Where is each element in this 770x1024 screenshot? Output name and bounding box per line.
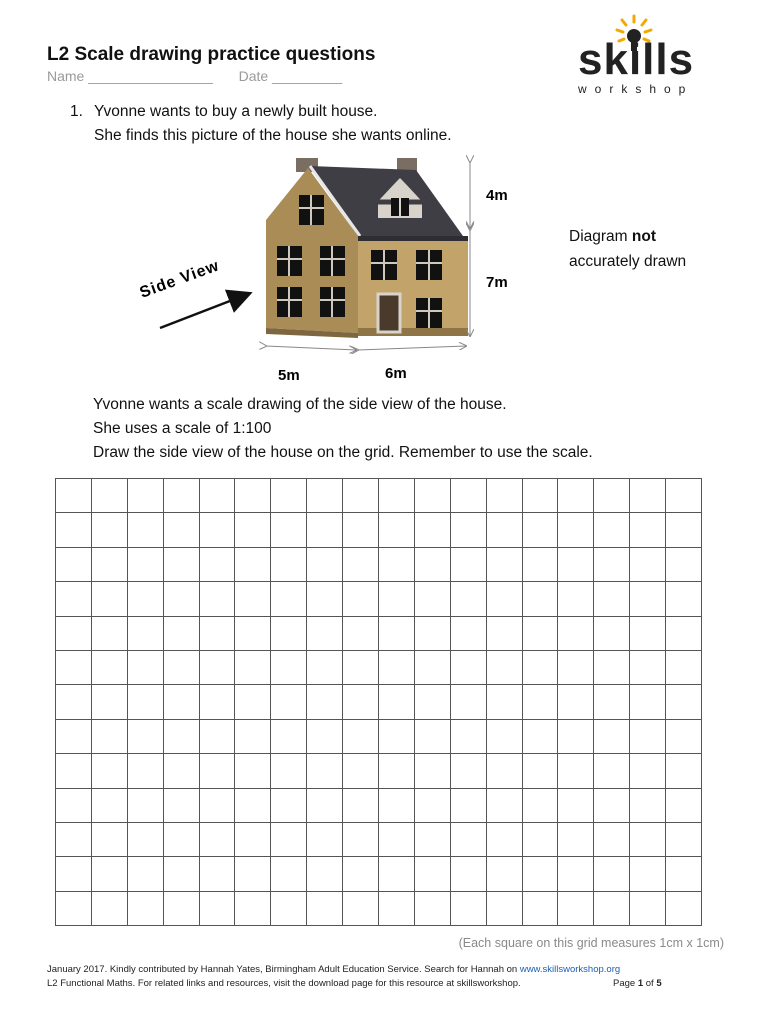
grid-cell[interactable] <box>56 857 92 891</box>
grid-cell[interactable] <box>558 617 594 651</box>
grid-cell[interactable] <box>666 651 702 685</box>
grid-cell[interactable] <box>666 857 702 891</box>
grid-cell[interactable] <box>630 720 666 754</box>
grid-cell[interactable] <box>630 892 666 926</box>
grid-cell[interactable] <box>200 892 236 926</box>
grid-cell[interactable] <box>343 754 379 788</box>
grid-cell[interactable] <box>271 823 307 857</box>
grid-cell[interactable] <box>164 857 200 891</box>
grid-cell[interactable] <box>56 823 92 857</box>
grid-cell[interactable] <box>451 857 487 891</box>
grid-cell[interactable] <box>164 617 200 651</box>
grid-cell[interactable] <box>415 548 451 582</box>
grid-cell[interactable] <box>415 857 451 891</box>
grid-cell[interactable] <box>594 823 630 857</box>
grid-cell[interactable] <box>92 789 128 823</box>
grid-cell[interactable] <box>666 685 702 719</box>
grid-cell[interactable] <box>307 685 343 719</box>
grid-cell[interactable] <box>92 651 128 685</box>
grid-cell[interactable] <box>379 857 415 891</box>
footer <box>47 963 662 991</box>
question-line-2: She finds this picture of the house she wants online. <box>94 127 452 144</box>
grid-cell[interactable] <box>630 479 666 513</box>
grid-cell[interactable] <box>523 513 559 547</box>
grid-cell[interactable] <box>164 789 200 823</box>
grid-cell[interactable] <box>164 823 200 857</box>
grid-cell[interactable] <box>666 789 702 823</box>
grid-cell[interactable] <box>200 857 236 891</box>
grid-cell[interactable] <box>164 892 200 926</box>
grid-cell[interactable] <box>128 789 164 823</box>
grid-cell[interactable] <box>666 513 702 547</box>
grid-cell[interactable] <box>558 857 594 891</box>
grid-cell[interactable] <box>56 548 92 582</box>
grid-cell[interactable] <box>666 548 702 582</box>
question-1 <box>70 100 452 148</box>
front-width-label: 6m <box>385 365 407 382</box>
grid-cell[interactable] <box>128 720 164 754</box>
grid-cell[interactable] <box>343 789 379 823</box>
grid-cell[interactable] <box>235 685 271 719</box>
grid-cell[interactable] <box>379 513 415 547</box>
grid-cell[interactable] <box>164 685 200 719</box>
drawing-grid[interactable] <box>55 478 702 926</box>
grid-cell[interactable] <box>487 685 523 719</box>
grid-cell[interactable] <box>666 892 702 926</box>
grid-cell[interactable] <box>271 651 307 685</box>
grid-cell[interactable] <box>415 892 451 926</box>
grid-cell[interactable] <box>128 857 164 891</box>
grid-cell[interactable] <box>558 685 594 719</box>
grid-cell[interactable] <box>523 685 559 719</box>
grid-cell[interactable] <box>487 617 523 651</box>
grid-cell[interactable] <box>235 479 271 513</box>
grid-cell[interactable] <box>200 685 236 719</box>
grid-cell[interactable] <box>235 823 271 857</box>
grid-cell[interactable] <box>630 685 666 719</box>
grid-cell[interactable] <box>523 720 559 754</box>
grid-cell[interactable] <box>235 892 271 926</box>
grid-cell[interactable] <box>451 651 487 685</box>
grid-cell[interactable] <box>307 651 343 685</box>
grid-cell[interactable] <box>487 823 523 857</box>
house-diagram <box>120 150 508 390</box>
grid-cell[interactable] <box>200 823 236 857</box>
grid-cell[interactable] <box>487 548 523 582</box>
date-field[interactable]: _________ <box>272 68 343 84</box>
grid-cell[interactable] <box>523 754 559 788</box>
grid-cell[interactable] <box>164 754 200 788</box>
grid-cell[interactable] <box>200 651 236 685</box>
grid-cell[interactable] <box>666 823 702 857</box>
grid-cell[interactable] <box>415 720 451 754</box>
grid-cell[interactable] <box>200 720 236 754</box>
grid-cell[interactable] <box>666 582 702 616</box>
grid-cell[interactable] <box>164 651 200 685</box>
grid-cell[interactable] <box>92 582 128 616</box>
name-label: Name <box>47 68 85 84</box>
grid-cell[interactable] <box>630 857 666 891</box>
grid-cell[interactable] <box>379 892 415 926</box>
grid-cell[interactable] <box>558 823 594 857</box>
note-prefix: Diagram <box>569 228 632 245</box>
grid-cell[interactable] <box>128 617 164 651</box>
grid-cell[interactable] <box>487 892 523 926</box>
grid-cell[interactable] <box>128 892 164 926</box>
grid-cell[interactable] <box>343 479 379 513</box>
grid-row <box>56 789 702 823</box>
grid-row <box>56 582 702 616</box>
side-width-label: 5m <box>278 367 300 384</box>
grid-cell[interactable] <box>343 548 379 582</box>
grid-cell[interactable] <box>271 582 307 616</box>
grid-cell[interactable] <box>271 789 307 823</box>
grid-cell[interactable] <box>128 582 164 616</box>
grid-cell[interactable] <box>343 617 379 651</box>
footer-line-2: L2 Functional Maths. For related links and resources, visit the download page for this resource at skillsworkshop. <box>47 978 521 989</box>
grid-cell[interactable] <box>523 479 559 513</box>
grid-cell[interactable] <box>451 720 487 754</box>
grid-cell[interactable] <box>343 513 379 547</box>
grid-cell[interactable] <box>307 479 343 513</box>
grid-cell[interactable] <box>56 582 92 616</box>
instruction-line-3: Draw the side view of the house on the grid. Remember to use the scale. <box>93 444 593 461</box>
grid-cell[interactable] <box>630 823 666 857</box>
grid-cell[interactable] <box>630 582 666 616</box>
note-suffix: accurately drawn <box>569 253 687 270</box>
roof-height-label: 4m <box>486 187 508 204</box>
grid-cell[interactable] <box>235 548 271 582</box>
grid-cell[interactable] <box>128 513 164 547</box>
grid-cell[interactable] <box>271 617 307 651</box>
grid-cell[interactable] <box>523 548 559 582</box>
grid-cell[interactable] <box>235 582 271 616</box>
grid-row <box>56 548 702 582</box>
grid-cell[interactable] <box>200 513 236 547</box>
grid-cell[interactable] <box>379 823 415 857</box>
grid-cell[interactable] <box>343 823 379 857</box>
grid-cell[interactable] <box>92 892 128 926</box>
grid-cell[interactable] <box>415 685 451 719</box>
grid-cell[interactable] <box>56 720 92 754</box>
grid-cell[interactable] <box>523 651 559 685</box>
grid-cell[interactable] <box>379 479 415 513</box>
grid-cell[interactable] <box>594 513 630 547</box>
grid-cell[interactable] <box>164 582 200 616</box>
grid-cell[interactable] <box>415 617 451 651</box>
grid-cell[interactable] <box>451 582 487 616</box>
grid-cell[interactable] <box>307 823 343 857</box>
grid-cell[interactable] <box>343 892 379 926</box>
grid-cell[interactable] <box>487 754 523 788</box>
grid-cell[interactable] <box>379 754 415 788</box>
grid-cell[interactable] <box>128 754 164 788</box>
grid-cell[interactable] <box>92 479 128 513</box>
grid-cell[interactable] <box>451 513 487 547</box>
grid-cell[interactable] <box>630 617 666 651</box>
grid-cell[interactable] <box>451 892 487 926</box>
grid-row <box>56 479 702 513</box>
grid-cell[interactable] <box>307 892 343 926</box>
logo-word: skills <box>578 35 695 84</box>
grid-cell[interactable] <box>271 685 307 719</box>
grid-row <box>56 617 702 651</box>
wall-height-label: 7m <box>486 274 508 291</box>
grid-cell[interactable] <box>487 582 523 616</box>
grid-cell[interactable] <box>56 754 92 788</box>
grid-cell[interactable] <box>307 857 343 891</box>
grid-cell[interactable] <box>307 754 343 788</box>
grid-cell[interactable] <box>92 548 128 582</box>
grid-cell[interactable] <box>271 720 307 754</box>
diagram-note <box>569 224 686 274</box>
grid-cell[interactable] <box>235 617 271 651</box>
grid-cell[interactable] <box>487 651 523 685</box>
grid-cell[interactable] <box>451 685 487 719</box>
grid-cell[interactable] <box>92 857 128 891</box>
grid-cell[interactable] <box>666 754 702 788</box>
grid-cell[interactable] <box>415 789 451 823</box>
grid-cell[interactable] <box>594 685 630 719</box>
grid-cell[interactable] <box>630 513 666 547</box>
grid-cell[interactable] <box>92 754 128 788</box>
grid-cell[interactable] <box>271 754 307 788</box>
grid-cell[interactable] <box>487 789 523 823</box>
grid-cell[interactable] <box>415 582 451 616</box>
grid-cell[interactable] <box>594 651 630 685</box>
grid-cell[interactable] <box>200 754 236 788</box>
grid-cell[interactable] <box>128 685 164 719</box>
grid-cell[interactable] <box>200 617 236 651</box>
grid-cell[interactable] <box>558 754 594 788</box>
note-bold: not <box>631 228 656 245</box>
grid-cell[interactable] <box>200 548 236 582</box>
grid-cell[interactable] <box>451 754 487 788</box>
grid-cell[interactable] <box>200 582 236 616</box>
grid-cell[interactable] <box>523 617 559 651</box>
grid-cell[interactable] <box>379 582 415 616</box>
grid-cell[interactable] <box>271 892 307 926</box>
grid-cell[interactable] <box>558 789 594 823</box>
grid-cell[interactable] <box>594 720 630 754</box>
grid-cell[interactable] <box>523 857 559 891</box>
grid-cell[interactable] <box>307 513 343 547</box>
grid-cell[interactable] <box>92 513 128 547</box>
grid-note: (Each square on this grid measures 1cm x 1cm) <box>458 936 724 950</box>
grid-cell[interactable] <box>487 513 523 547</box>
grid-cell[interactable] <box>271 513 307 547</box>
grid-cell[interactable] <box>164 479 200 513</box>
grid-cell[interactable] <box>307 720 343 754</box>
name-date-line <box>47 68 342 84</box>
grid-cell[interactable] <box>379 789 415 823</box>
grid-cell[interactable] <box>92 720 128 754</box>
grid-cell[interactable] <box>343 651 379 685</box>
instruction-line-2: She uses a scale of 1:100 <box>93 420 272 437</box>
grid-cell[interactable] <box>271 548 307 582</box>
footer-line-1: January 2017. Kindly contributed by Hannah Yates, Birmingham Adult Education Service. Search for Hannah on <box>47 964 520 975</box>
grid-cell[interactable] <box>415 754 451 788</box>
grid-cell[interactable] <box>594 479 630 513</box>
grid-cell[interactable] <box>558 548 594 582</box>
grid-cell[interactable] <box>451 789 487 823</box>
grid-cell[interactable] <box>271 479 307 513</box>
grid-cell[interactable] <box>451 548 487 582</box>
grid-cell[interactable] <box>200 479 236 513</box>
grid-row <box>56 513 702 547</box>
logo-sub: workshop <box>578 82 694 96</box>
footer-link[interactable]: www.skillsworkshop.org <box>519 964 621 975</box>
question-number: 1. <box>70 103 83 120</box>
grid-cell[interactable] <box>451 823 487 857</box>
grid-cell[interactable] <box>594 857 630 891</box>
grid-cell[interactable] <box>235 651 271 685</box>
grid-cell[interactable] <box>523 892 559 926</box>
grid-cell[interactable] <box>56 685 92 719</box>
grid-row <box>56 857 702 891</box>
grid-cell[interactable] <box>92 617 128 651</box>
grid-cell[interactable] <box>235 513 271 547</box>
grid-cell[interactable] <box>307 617 343 651</box>
grid-cell[interactable] <box>128 548 164 582</box>
date-label: Date <box>238 68 269 84</box>
grid-cell[interactable] <box>630 789 666 823</box>
grid-cell[interactable] <box>630 651 666 685</box>
grid-cell[interactable] <box>594 789 630 823</box>
page-title: L2 Scale drawing practice questions <box>47 44 376 65</box>
grid-cell[interactable] <box>451 479 487 513</box>
grid-cell[interactable] <box>56 617 92 651</box>
grid-cell[interactable] <box>558 651 594 685</box>
grid-row <box>56 892 702 926</box>
grid-cell[interactable] <box>56 479 92 513</box>
grid-row <box>56 720 702 754</box>
grid-cell[interactable] <box>487 857 523 891</box>
grid-cell[interactable] <box>379 548 415 582</box>
grid-cell[interactable] <box>523 582 559 616</box>
grid-cell[interactable] <box>128 651 164 685</box>
grid-cell[interactable] <box>307 582 343 616</box>
grid-cell[interactable] <box>164 548 200 582</box>
front-door <box>378 294 400 332</box>
grid-cell[interactable] <box>128 479 164 513</box>
grid-row <box>56 651 702 685</box>
grid-cell[interactable] <box>343 720 379 754</box>
grid-cell[interactable] <box>415 823 451 857</box>
grid-cell[interactable] <box>56 513 92 547</box>
grid-cell[interactable] <box>630 754 666 788</box>
grid-cell[interactable] <box>666 479 702 513</box>
grid-cell[interactable] <box>594 892 630 926</box>
grid-cell[interactable] <box>451 617 487 651</box>
grid-cell[interactable] <box>594 617 630 651</box>
grid-cell[interactable] <box>594 582 630 616</box>
page-number: Page 1 of 5 <box>613 978 662 989</box>
grid-cell[interactable] <box>271 857 307 891</box>
grid-cell[interactable] <box>307 548 343 582</box>
grid-cell[interactable] <box>200 789 236 823</box>
grid-cell[interactable] <box>235 857 271 891</box>
grid-row <box>56 823 702 857</box>
grid-cell[interactable] <box>379 651 415 685</box>
grid-cell[interactable] <box>666 720 702 754</box>
grid-cell[interactable] <box>379 617 415 651</box>
grid-cell[interactable] <box>594 548 630 582</box>
grid-cell[interactable] <box>343 685 379 719</box>
grid-cell[interactable] <box>487 720 523 754</box>
grid-cell[interactable] <box>235 789 271 823</box>
grid-cell[interactable] <box>415 651 451 685</box>
instructions <box>93 393 593 465</box>
grid-cell[interactable] <box>128 823 164 857</box>
grid-cell[interactable] <box>523 789 559 823</box>
name-field[interactable]: ________________ <box>88 68 213 84</box>
grid-row <box>56 685 702 719</box>
grid-cell[interactable] <box>343 582 379 616</box>
grid-cell[interactable] <box>379 720 415 754</box>
grid-cell[interactable] <box>558 479 594 513</box>
grid-cell[interactable] <box>92 685 128 719</box>
grid-cell[interactable] <box>92 823 128 857</box>
grid-cell[interactable] <box>56 892 92 926</box>
grid-cell[interactable] <box>666 617 702 651</box>
grid-cell[interactable] <box>558 513 594 547</box>
grid-cell[interactable] <box>343 857 379 891</box>
grid-cell[interactable] <box>558 582 594 616</box>
grid-cell[interactable] <box>56 789 92 823</box>
instruction-line-1: Yvonne wants a scale drawing of the side view of the house. <box>93 396 507 413</box>
grid-cell[interactable] <box>487 479 523 513</box>
question-line-1: Yvonne wants to buy a newly built house. <box>94 103 378 120</box>
grid-cell[interactable] <box>630 548 666 582</box>
grid-cell[interactable] <box>558 892 594 926</box>
grid-cell[interactable] <box>164 513 200 547</box>
grid-cell[interactable] <box>235 720 271 754</box>
grid-cell[interactable] <box>307 789 343 823</box>
grid-cell[interactable] <box>594 754 630 788</box>
grid-cell[interactable] <box>56 651 92 685</box>
grid-cell[interactable] <box>558 720 594 754</box>
grid-cell[interactable] <box>415 513 451 547</box>
grid-row <box>56 754 702 788</box>
grid-cell[interactable] <box>379 685 415 719</box>
grid-cell[interactable] <box>415 479 451 513</box>
grid-cell[interactable] <box>164 720 200 754</box>
side-view-label: Side View <box>137 257 222 302</box>
grid-cell[interactable] <box>523 823 559 857</box>
skills-workshop-logo <box>576 14 726 100</box>
grid-cell[interactable] <box>235 754 271 788</box>
